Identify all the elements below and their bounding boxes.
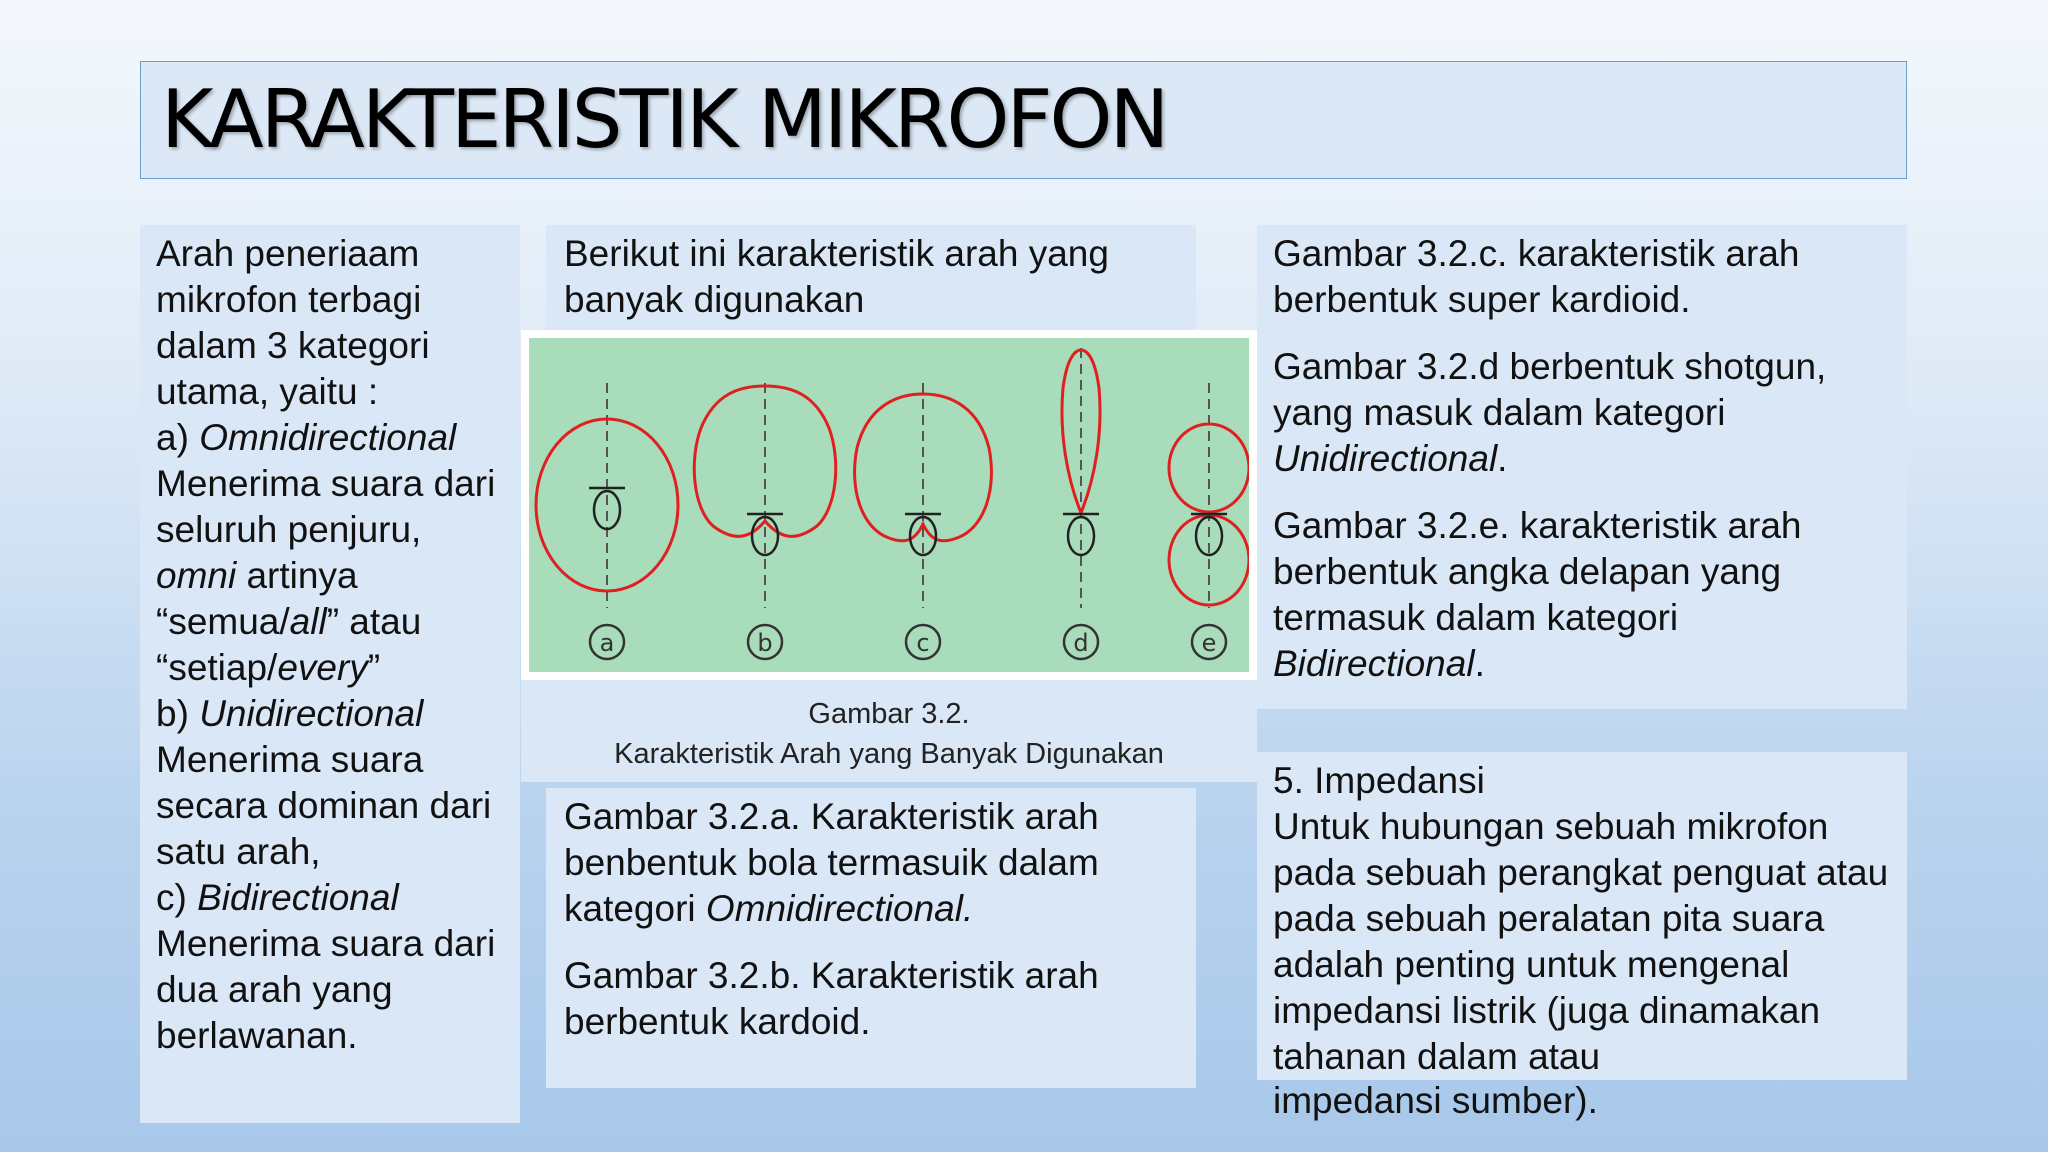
intro-text: Arah peneriaam mikrofon terbagi dalam 3 kategori utama, yaitu :	[156, 233, 430, 412]
title-box	[140, 61, 1907, 179]
spacer	[564, 932, 1178, 953]
item-a-desc: Menerima suara dari seluruh penjuru, omni artinya “semua/all” atau “setiap/every”	[156, 463, 496, 688]
caption-line-2: Karakteristik Arah yang Banyak Digunakan	[614, 738, 1164, 770]
desc-c: Gambar 3.2.c. karakteristik arah berbentuk super kardioid.	[1273, 233, 1800, 320]
figure-label-a: a	[599, 629, 615, 657]
term-bidirectional: Bidirectional	[197, 877, 399, 918]
impedansi-title: 5. Impedansi	[1273, 760, 1485, 801]
impedansi-tail: impedansi sumber).	[1273, 1080, 1598, 1121]
polar-pattern-figure	[521, 330, 1257, 680]
figure-descriptions	[546, 788, 1196, 1088]
item-b: b) Unidirectional	[156, 693, 424, 734]
desc-b: Gambar 3.2.b. Karakteristik arah berbentuk kardoid.	[564, 955, 1099, 1042]
desc-e: Gambar 3.2.e. karakteristik arah berbentuk angka delapan yang termasuk dalam kategori Bidirectional.	[1273, 505, 1802, 684]
item-a: a) Omnidirectional	[156, 417, 457, 458]
item-b-desc: Menerima suara secara dominan dari satu arah,	[156, 739, 492, 872]
desc-a: Gambar 3.2.a. Karakteristik arah benbentuk bola termasuik dalam kategori Omnidirectional.	[564, 796, 1099, 929]
figure-label-d: d	[1073, 629, 1089, 657]
spacer	[1273, 323, 1891, 344]
figure-background	[529, 338, 1249, 672]
spacer	[1273, 482, 1891, 503]
impedansi-section	[1257, 752, 1907, 1080]
polar-patterns-svg	[529, 338, 1249, 672]
slide-title: KARAKTERISTIK MIKROFON	[161, 73, 1167, 166]
item-c: c) Bidirectional	[156, 877, 399, 918]
figure-label-b: b	[757, 629, 773, 657]
figure-label-e: e	[1201, 629, 1217, 657]
desc-d: Gambar 3.2.d berbentuk shotgun, yang masuk dalam kategori Unidirectional.	[1273, 346, 1827, 479]
impedansi-body: Untuk hubungan sebuah mikrofon pada sebuah perangkat penguat atau pada sebuah peralatan pita suara adalah penting untuk mengenal impedansi listrik (juga dinamakan tahanan dalam atau	[1273, 806, 1889, 1077]
item-c-desc: Menerima suara dari dua arah yang berlawanan.	[156, 923, 496, 1056]
term-unidirectional: Unidirectional	[199, 693, 424, 734]
left-column	[140, 225, 520, 1123]
figure-caption	[521, 680, 1257, 782]
caption-line-1: Gambar 3.2.	[808, 698, 970, 730]
figure-intro	[546, 225, 1196, 331]
figure-label-c: c	[916, 629, 930, 657]
impedansi-tail-box	[1257, 1078, 1907, 1128]
figure-intro-text: Berikut ini karakteristik arah yang banyak digunakan	[564, 233, 1109, 320]
right-descriptions	[1257, 225, 1907, 709]
term-omnidirectional: Omnidirectional	[199, 417, 457, 458]
